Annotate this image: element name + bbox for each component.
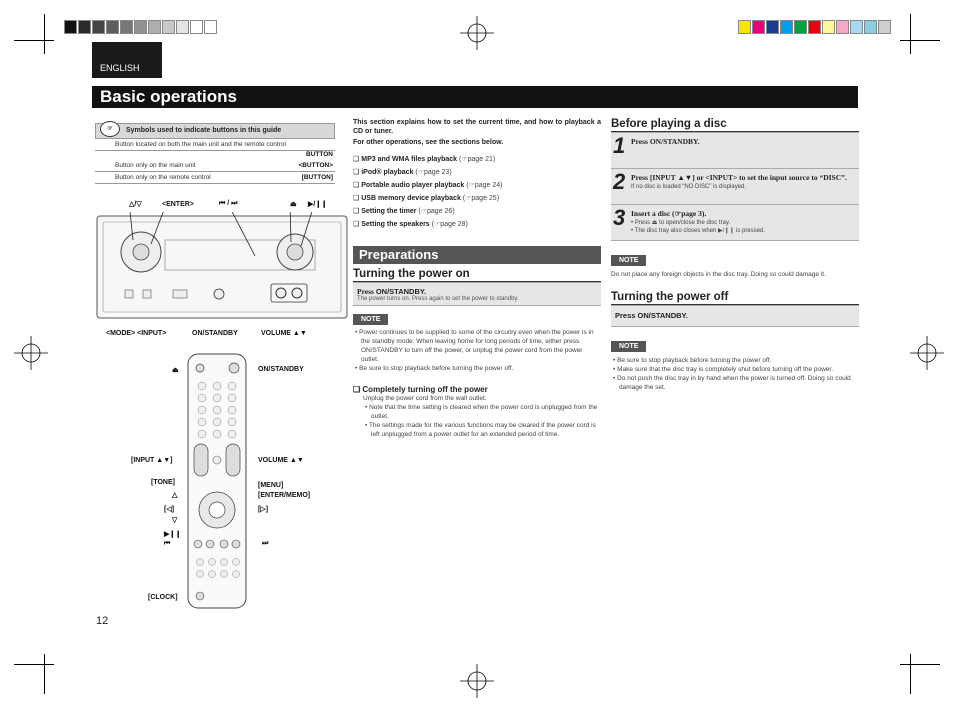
page-ref: (☞page 25)	[460, 195, 500, 202]
related-sections-list	[353, 155, 601, 228]
before-disc-steps	[611, 132, 859, 241]
legend-symbol: <BUTTON>	[298, 162, 333, 169]
registration-target-icon	[910, 336, 944, 370]
legend-symbol: [BUTTON]	[301, 174, 333, 181]
remote-control-illustration	[186, 352, 248, 610]
gray-swatch	[204, 20, 217, 34]
related-section-item[interactable]	[353, 194, 601, 202]
legend-desc: Button only on the main unit	[115, 162, 196, 169]
remote-label-input: [INPUT ▲▼]	[131, 457, 173, 464]
step-number: 2	[613, 169, 626, 194]
disc-step	[611, 204, 859, 241]
remote-label-left: [◁]	[164, 506, 175, 513]
remote-label-eject: ⏏	[172, 367, 179, 374]
unit-label-up-down: △/▽	[129, 201, 142, 208]
power-off-instruction: Press ON/STANDBY.	[615, 311, 688, 320]
related-section-label: USB memory device playback	[361, 195, 461, 202]
color-swatch	[780, 20, 793, 34]
unit-label-enter: <ENTER>	[162, 201, 194, 208]
legend-heading	[95, 123, 335, 139]
remote-label-tone: [TONE]	[151, 479, 175, 486]
step-sub: • The disc tray also closes when ▶/❙❙ is pressed.	[631, 228, 766, 234]
note-label: NOTE	[611, 341, 646, 352]
completely-off-notes	[353, 403, 601, 439]
legend-desc: Button only on the remote control	[115, 174, 211, 181]
step-instruction: Press ON/STANDBY.	[631, 137, 700, 146]
power-on-instruction	[357, 287, 598, 296]
legend-heading-text: Symbols used to indicate buttons in this guide	[126, 127, 282, 134]
step-sub: If no disc is loaded “NO DISC” is displayed.	[631, 184, 747, 190]
checkbox-icon: ❑	[353, 156, 362, 163]
unit-label-skip: ⏮ / ⏭	[219, 200, 238, 207]
note-item: • Do not push the disc tray in by hand when the power is turned off. Doing so could damage the set.	[613, 375, 851, 391]
intro-text: For other operations, see the sections below.	[353, 139, 504, 146]
related-section-label: iPod® playback	[361, 169, 414, 176]
color-swatch	[850, 20, 863, 34]
power-off-notes	[611, 356, 859, 392]
page-number: 12	[96, 615, 109, 627]
color-swatch	[836, 20, 849, 34]
remote-label-up: △	[172, 492, 178, 499]
turning-power-on-heading: Turning the power on	[353, 268, 601, 282]
note-item: • Power continues to be supplied to some of the circuitry even when the power is in the standby mode. When leaving home for long periods of time, either press ON/STANDBY to turn off the power, or unplug the power cord from the power outlet.	[355, 329, 594, 363]
remote-label-play-pause: ▶❙❙	[164, 531, 182, 538]
legend-desc: Button located on both the main unit and the remote control	[115, 141, 286, 148]
legend-symbol: BUTTON	[306, 151, 333, 158]
remote-symbol-icon: ☞	[100, 121, 120, 137]
crop-mark	[900, 664, 940, 665]
page-ref: (☞page 26)	[416, 208, 455, 215]
remote-label-prev: ⏮	[164, 540, 171, 547]
intro-column	[353, 118, 601, 439]
crop-mark	[14, 664, 54, 665]
legend-row	[95, 172, 335, 184]
turning-power-off-heading: Turning the power off	[611, 291, 859, 305]
crop-mark	[910, 14, 911, 54]
color-swatch	[738, 20, 751, 34]
related-section-item[interactable]	[353, 155, 601, 163]
unit-label-on-standby: ON/STANDBY	[192, 330, 238, 337]
crop-mark	[44, 14, 45, 54]
power-on-step	[353, 282, 601, 306]
page-ref: (☞page 28)	[429, 221, 468, 228]
main-unit-illustration	[95, 212, 350, 322]
note-item: • Make sure that the disc tray is completely shut before turning off the power.	[613, 366, 834, 373]
remote-label-menu: [MENU]	[258, 482, 284, 489]
crop-mark	[900, 40, 940, 41]
registration-target-icon	[14, 336, 48, 370]
related-section-item[interactable]	[353, 220, 601, 228]
language-label: ENGLISH	[100, 63, 140, 73]
disc-note: Do not place any foreign objects in the disc tray. Doing so could damage it.	[611, 271, 826, 278]
legend-row	[95, 160, 335, 172]
step-instruction: Insert a disc (☞page 3).	[631, 209, 707, 218]
gray-swatch	[134, 20, 147, 34]
remote-label-clock: [CLOCK]	[148, 594, 178, 601]
related-section-label: Portable audio player playback	[361, 182, 465, 189]
checkbox-icon: ❑	[353, 195, 362, 202]
before-disc-heading: Before playing a disc	[611, 118, 859, 132]
related-section-item[interactable]	[353, 181, 601, 189]
remote-label-right: [▷]	[258, 506, 269, 513]
note-item: • Be sure to stop playback before turning the power off.	[613, 357, 772, 364]
color-swatch	[822, 20, 835, 34]
color-swatch	[752, 20, 765, 34]
related-section-item[interactable]	[353, 168, 601, 176]
checkbox-icon: ❑	[353, 182, 362, 189]
unit-label-eject: ⏏	[290, 201, 297, 208]
gray-swatch	[106, 20, 119, 34]
legend-row	[95, 151, 335, 160]
gray-registration-bar	[64, 20, 218, 36]
remote-label-on-standby: ON/STANDBY	[258, 366, 304, 373]
registration-target-icon	[460, 16, 494, 50]
gray-swatch	[64, 20, 77, 34]
note-label: NOTE	[611, 255, 646, 266]
before-disc-column	[611, 118, 859, 392]
completely-off-line	[353, 394, 601, 403]
remote-label-down: ▽	[172, 517, 178, 524]
button-symbol-legend	[95, 123, 335, 184]
note-label: NOTE	[353, 314, 388, 325]
related-section-label: MP3 and WMA files playback	[361, 156, 458, 163]
related-section-label: Setting the timer	[361, 208, 417, 215]
step-instruction: Press [INPUT ▲▼] or <INPUT> to set the input source to “DISC”.	[631, 173, 847, 182]
power-off-step	[611, 305, 859, 327]
related-section-label: Setting the speakers	[361, 221, 430, 228]
page-ref: (☞page 21)	[457, 156, 496, 163]
gray-swatch	[78, 20, 91, 34]
unit-label-volume: VOLUME ▲▼	[261, 330, 307, 337]
instruction-prefix: Press	[357, 287, 376, 296]
gray-swatch	[148, 20, 161, 34]
page-ref: (☞page 23)	[413, 169, 452, 176]
gray-swatch	[120, 20, 133, 34]
gray-swatch	[92, 20, 105, 34]
language-tab	[92, 42, 162, 78]
registration-target-icon	[460, 664, 494, 698]
note-item: • The settings made for the various functions may be cleared if the power cord is left unplugged from a power outlet for an extended period of time.	[365, 422, 596, 438]
disc-step	[611, 132, 859, 168]
checkbox-icon: ❑	[353, 169, 362, 176]
color-swatch	[766, 20, 779, 34]
power-on-notes	[353, 328, 601, 373]
remote-label-volume: VOLUME ▲▼	[258, 457, 304, 464]
gray-swatch	[176, 20, 189, 34]
power-on-detail: The power turns on. Press again to set the power to standby.	[357, 296, 519, 302]
gray-swatch	[162, 20, 175, 34]
color-swatch	[808, 20, 821, 34]
crop-mark	[44, 654, 45, 694]
step-number: 3	[613, 205, 626, 230]
checkbox-icon: ❑	[353, 208, 362, 215]
instruction-button: ON/STANDBY.	[375, 287, 427, 296]
color-registration-bar	[738, 20, 892, 36]
step-sub: • Press ⏏ to open/close the disc tray.	[631, 220, 731, 226]
page-title: Basic operations	[92, 86, 858, 108]
legend-row	[95, 139, 335, 151]
color-swatch	[794, 20, 807, 34]
checkbox-icon: ❑	[353, 221, 362, 228]
unit-label-play-pause: ▶/❙❙	[308, 201, 328, 208]
remote-label-next: ⏭	[262, 540, 269, 547]
remote-label-enter-memo: [ENTER/MEMO]	[258, 492, 311, 499]
completely-off-heading-text: Completely turning off the power	[362, 385, 488, 394]
crop-mark	[910, 654, 911, 694]
step-number: 1	[613, 133, 626, 158]
crop-mark	[14, 40, 54, 41]
completely-off-heading: ❑ Completely turning off the power	[353, 385, 488, 394]
page-ref: (☞page 24)	[464, 182, 503, 189]
intro-text: This section explains how to set the current time, and how to playback a CD or tuner.	[353, 119, 601, 135]
disc-step	[611, 168, 859, 204]
note-item: • Note that the time setting is cleared when the power cord is unplugged from the outlet.	[365, 404, 598, 420]
unit-label-mode-input: <MODE> <INPUT>	[106, 330, 167, 337]
color-swatch	[864, 20, 877, 34]
preparations-heading: Preparations	[353, 246, 601, 264]
completely-off-line-text: Unplug the power cord from the wall outlet.	[363, 395, 487, 402]
note-item: • Be sure to stop playback before turning the power off.	[355, 365, 514, 372]
gray-swatch	[190, 20, 203, 34]
related-section-item[interactable]	[353, 207, 601, 215]
color-swatch	[878, 20, 891, 34]
